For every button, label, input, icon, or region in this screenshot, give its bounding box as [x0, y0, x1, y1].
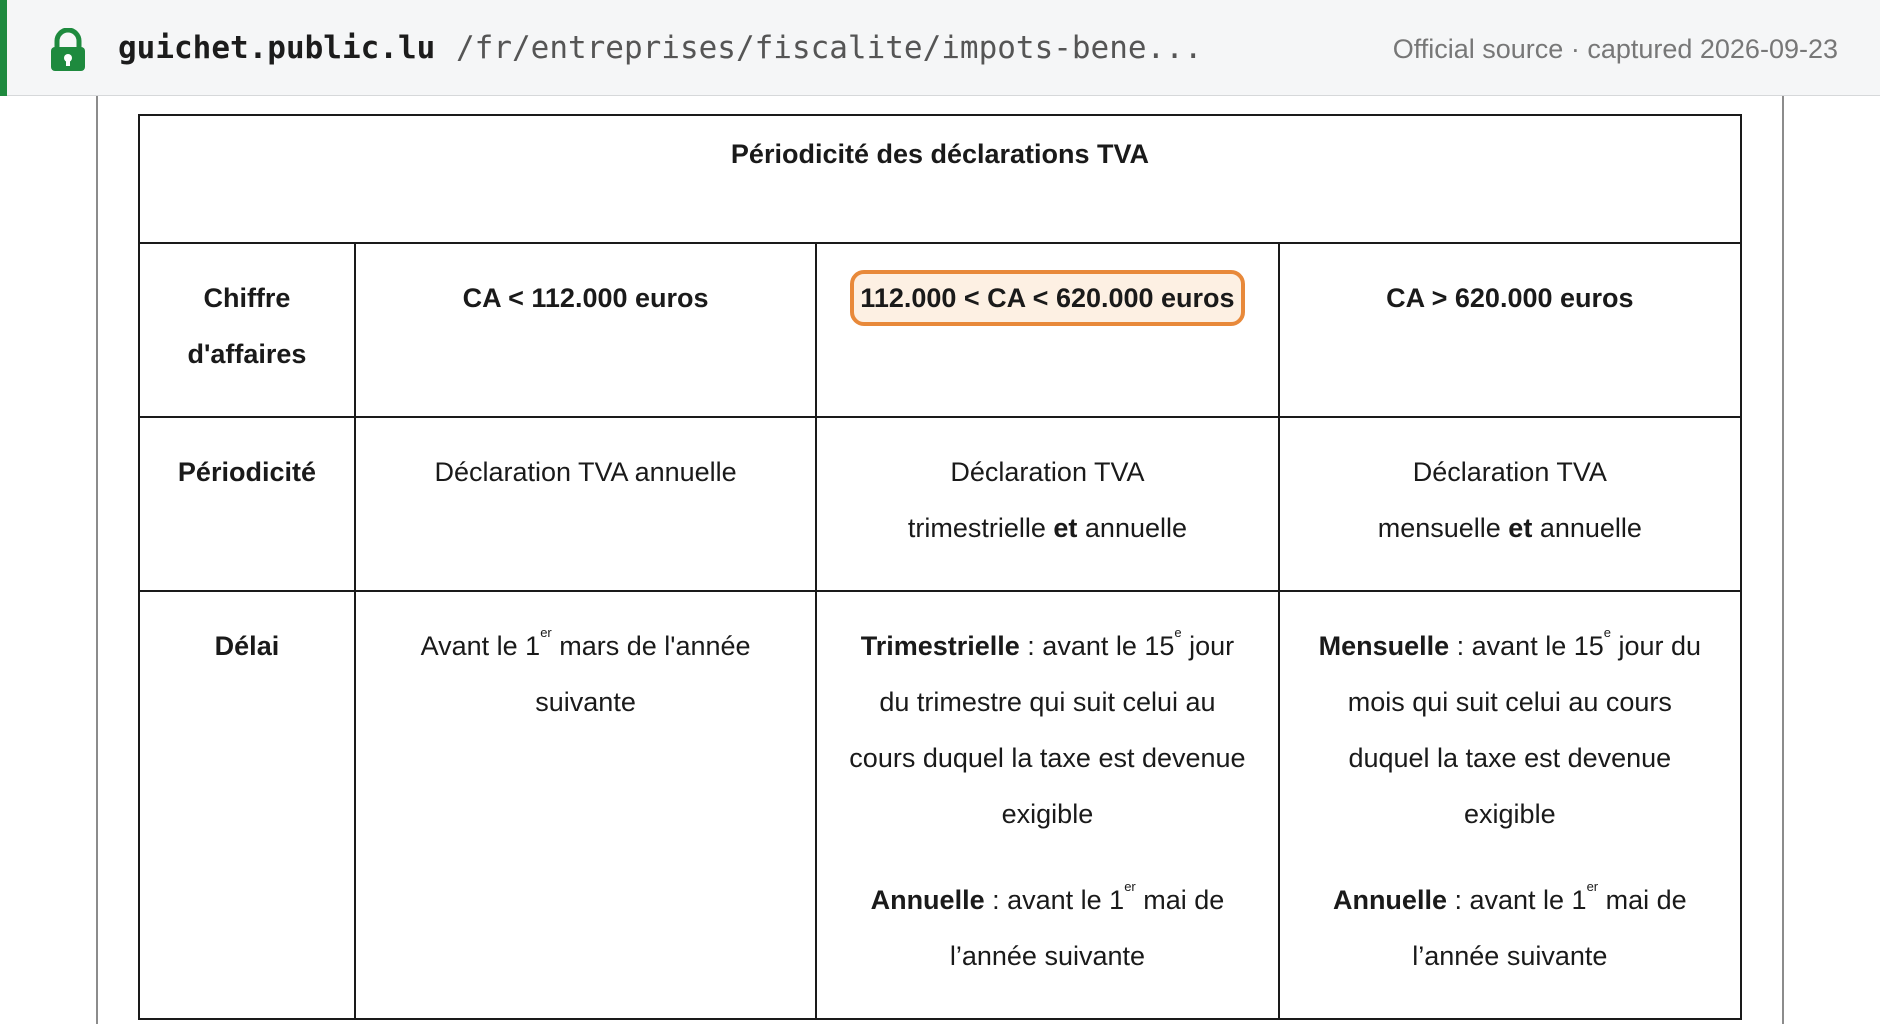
periodicity-large-line2c: annuelle	[1532, 513, 1642, 543]
cell-revenue-medium	[816, 243, 1278, 417]
deadline-medium-label: Trimestrielle	[860, 631, 1020, 661]
deadline-medium-sup: e	[1174, 625, 1182, 640]
cell-periodicity-medium	[816, 417, 1278, 591]
lock-icon	[48, 28, 88, 72]
source-accent-stripe	[0, 0, 7, 96]
deadline-large-label: Mensuelle	[1318, 631, 1450, 661]
deadline-large-l4: exigible	[1464, 799, 1556, 829]
cell-deadline-large	[1279, 591, 1741, 1019]
periodicity-large-and: et	[1508, 513, 1533, 543]
deadline-large-a: : avant le 15	[1449, 631, 1604, 661]
deadline-large-annual-sup: er	[1586, 879, 1599, 894]
cell-deadline-small	[355, 591, 816, 1019]
deadline-large-annual-label: Annuelle	[1332, 885, 1447, 915]
row-header-revenue-line1: Chiffre	[203, 283, 291, 313]
periodicity-medium-line2c: annuelle	[1077, 513, 1188, 543]
row-header-revenue	[139, 243, 355, 417]
deadline-medium-l3: cours duquel la taxe est devenue	[849, 743, 1246, 773]
deadline-large-sup: e	[1603, 625, 1611, 640]
highlighted-revenue-range: 112.000 < CA < 620.000 euros	[850, 270, 1244, 326]
source-path[interactable]: /fr/entreprises/fiscalite/impots-bene...	[456, 30, 1203, 66]
row-header-revenue-line2: d'affaires	[187, 339, 307, 369]
deadline-large-annual-b: mai de	[1598, 885, 1687, 915]
deadline-medium-annual-c: l’année suivante	[949, 941, 1146, 971]
deadline-large-annual-a: : avant le 1	[1446, 885, 1587, 915]
deadline-medium-a: : avant le 15	[1019, 631, 1175, 661]
periodicity-medium-line1: Déclaration TVA	[950, 457, 1145, 487]
vat-periodicity-table	[138, 114, 1742, 1020]
row-header-deadline: Délai	[139, 591, 355, 1019]
cell-revenue-small: CA < 112.000 euros	[355, 243, 816, 417]
cell-periodicity-small: Déclaration TVA annuelle	[355, 417, 816, 591]
deadline-medium-b: jour	[1181, 631, 1235, 661]
table-row-periodicity	[139, 417, 1741, 591]
deadline-medium-annual-sup: er	[1124, 879, 1136, 894]
periodicity-medium-line2a: trimestrielle	[907, 513, 1054, 543]
deadline-large-l3: duquel la taxe est devenue	[1348, 743, 1672, 773]
deadline-medium-annual-label: Annuelle	[870, 885, 985, 915]
deadline-medium-annual-b: mai de	[1135, 885, 1225, 915]
table-row-deadline	[139, 591, 1741, 1019]
deadline-medium-annual-a: : avant le 1	[984, 885, 1125, 915]
deadline-small-c: suivante	[535, 687, 636, 717]
row-header-periodicity: Périodicité	[139, 417, 355, 591]
capture-note: Official source · captured 2026-09-23	[1392, 34, 1838, 64]
periodicity-large-line2a: mensuelle	[1377, 513, 1509, 543]
cell-revenue-large: CA > 620.000 euros	[1279, 243, 1741, 417]
source-bar	[0, 0, 1880, 96]
deadline-medium-l4: exigible	[1001, 799, 1094, 829]
deadline-small-a: Avant le 1	[420, 631, 541, 661]
deadline-large-l2: mois qui suit celui au cours	[1347, 687, 1672, 717]
periodicity-large-line1: Déclaration TVA	[1412, 457, 1607, 487]
deadline-large-b: jour du	[1610, 631, 1702, 661]
cell-deadline-medium	[816, 591, 1278, 1019]
deadline-large-annual-c: l’année suivante	[1412, 941, 1608, 971]
deadline-small-sup: er	[540, 625, 552, 640]
table-title: Périodicité des déclarations TVA	[139, 115, 1741, 243]
deadline-medium-l2: du trimestre qui suit celui au	[879, 687, 1216, 717]
source-domain[interactable]: guichet.public.lu	[118, 30, 436, 66]
periodicity-medium-and: et	[1053, 513, 1078, 543]
deadline-small-b: mars de l'année	[551, 631, 751, 661]
table-row-revenue	[139, 243, 1741, 417]
cell-periodicity-large	[1279, 417, 1741, 591]
